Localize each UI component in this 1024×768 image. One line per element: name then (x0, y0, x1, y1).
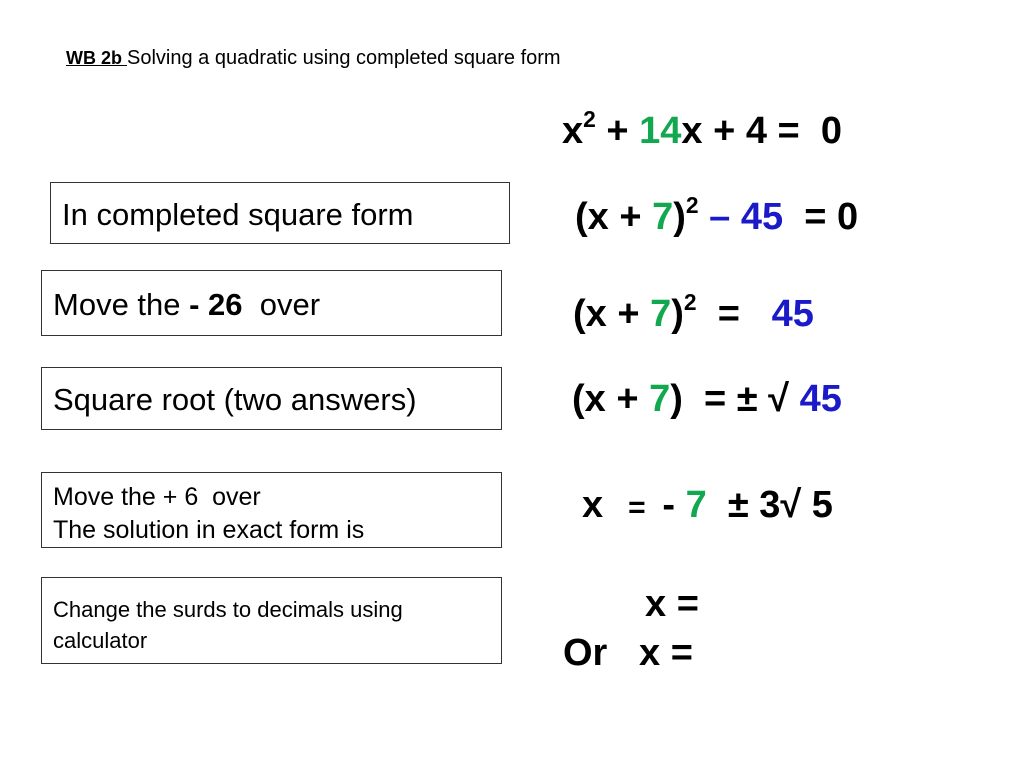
eq-power: 2 (683, 289, 697, 315)
heading-tag: WB 2b (66, 48, 127, 68)
eq-var: x (582, 484, 604, 526)
heading-title: Solving a quadratic using completed square form (127, 47, 561, 69)
equation-exact-solution (582, 484, 833, 527)
equation-decimal-1 (645, 583, 699, 626)
step-box-square-root (41, 367, 502, 430)
eq-coefficient: 14 (639, 109, 682, 152)
eq-constant: – 45 (698, 195, 784, 238)
slide-heading (66, 47, 561, 70)
eq-rest: x + 4 = 0 (681, 109, 842, 152)
equation-completed-square (575, 192, 858, 239)
step-text-line2: The solution in exact form is (53, 516, 365, 544)
step-value: - 26 (189, 287, 243, 322)
equation-moved-constant (573, 289, 814, 336)
eq-half-coef: 7 (685, 484, 707, 526)
eq-rest: ± 3√ 5 (706, 484, 833, 526)
eq-value: 45 (771, 292, 814, 335)
eq-text: x = (645, 583, 699, 625)
eq-text: Or x = (563, 632, 693, 674)
eq-power: 2 (685, 192, 699, 218)
step-box-move-26 (41, 270, 502, 336)
step-box-decimals (41, 577, 502, 664)
eq-equals: = (696, 292, 772, 335)
eq-close: ) (671, 292, 684, 335)
eq-open: (x + (572, 378, 650, 420)
step-text-suffix: over (242, 287, 321, 322)
eq-value: 45 (799, 378, 842, 420)
step-box-exact-form (41, 472, 502, 548)
step-box-completed-square (50, 182, 510, 244)
equation-square-root (572, 378, 842, 421)
eq-close: ) (673, 195, 686, 238)
step-text: In completed square form (62, 197, 414, 232)
eq-open: (x + (573, 292, 651, 335)
eq-half-coef: 7 (649, 378, 671, 420)
eq-op: + (595, 109, 640, 152)
step-text: Square root (two answers) (53, 382, 417, 417)
eq-var: x (562, 109, 584, 152)
equation-original (562, 106, 842, 153)
step-text-line1: Change the surds to decimals using (53, 597, 403, 622)
step-text-line2: calculator (53, 628, 148, 653)
equation-decimal-2 (563, 632, 693, 675)
eq-open: (x + (575, 195, 653, 238)
eq-neg: - (662, 484, 686, 526)
eq-close: ) = ± √ (670, 378, 800, 420)
eq-equals: = (603, 491, 663, 524)
eq-half-coef: 7 (650, 292, 672, 335)
eq-power: 2 (583, 106, 596, 132)
eq-half-coef: 7 (652, 195, 674, 238)
eq-equals: = 0 (783, 195, 859, 238)
step-text-prefix: Move the (53, 287, 190, 322)
step-text-line1: Move the + 6 over (53, 483, 261, 511)
